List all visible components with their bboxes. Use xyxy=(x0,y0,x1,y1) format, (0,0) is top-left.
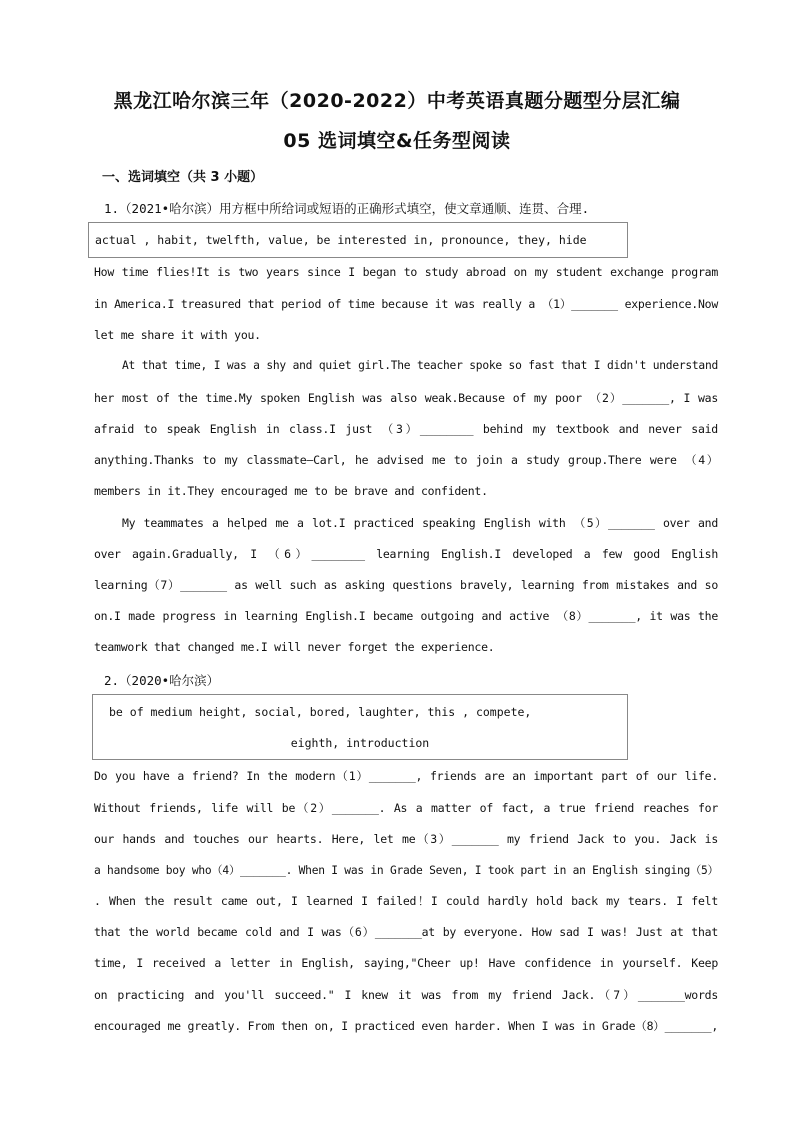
passage-line: in America.I treasured that period of time because it was really a （1）_______ experience.Now xyxy=(94,297,718,311)
question-2-heading: 2.（2020•哈尔滨） xyxy=(104,673,220,688)
passage-line: on practicing and you'll succeed." I knew it was from my friend Jack.（7）_______words xyxy=(94,988,718,1002)
section-heading: 一、选词填空（共 3 小题） xyxy=(102,170,264,185)
passage-line: teamwork that changed me.I will never forget the experience. xyxy=(94,640,495,654)
passage-line: learning（7）_______ as well such as asking questions bravely, learning from mistakes and so xyxy=(94,578,718,592)
document-title: 黑龙江哈尔滨三年（2020-2022）中考英语真题分题型分层汇编 xyxy=(113,90,681,112)
question-1-word-box xyxy=(88,222,628,258)
passage-line: time, I received a letter in English, saying,"Cheer up! Have confidence in yourself. Keep xyxy=(94,956,718,970)
passage-line: How time flies!It is two years since I began to study abroad on my student exchange program xyxy=(94,265,718,279)
passage-line: encouraged me greatly. From then on, I practiced even harder. When I was in Grade（8）_______, xyxy=(94,1019,718,1033)
passage-line: our hands and touches our hearts. Here, let me（3）_______ my friend Jack to you. Jack is xyxy=(94,832,718,846)
passage-line: over again.Gradually, I （6）________ learning English.I developed a few good English xyxy=(94,547,718,561)
passage-line: on.I made progress in learning English.I became outgoing and active （8）_______, it was the xyxy=(94,609,718,623)
passage-line: a handsome boy who（4）_______. When I was in Grade Seven, I took part in an English singing（5） xyxy=(94,864,719,877)
question-2-word-box xyxy=(92,694,628,760)
passage-line: afraid to speak English in class.I just （3）________ behind my textbook and never said xyxy=(94,422,718,436)
question-1-word-list: actual , habit, twelfth, value, be interested in, pronounce, they, hide xyxy=(95,233,587,247)
passage-line: . When the result came out, I learned I failed！I could hardly hold back my tears. I felt xyxy=(94,894,718,908)
question-1-heading: 1.（2021•哈尔滨）用方框中所给词或短语的正确形式填空，使文章通顺、连贯、合理. xyxy=(104,201,590,216)
passage-line: anything.Thanks to my classmate—Carl, he advised me to join a study group.There were （4） xyxy=(94,453,718,467)
document-subtitle: 05 选词填空&任务型阅读 xyxy=(283,130,511,152)
question-2-word-list-line-1: be of medium height, social, bored, laughter, this , compete, xyxy=(109,705,532,719)
passage-line: Do you have a friend? In the modern（1）_______, friends are an important part of our life. xyxy=(94,769,718,783)
passage-line: At that time, I was a shy and quiet girl.The teacher spoke so fast that I didn't understand xyxy=(122,359,718,372)
passage-line: let me share it with you. xyxy=(94,328,261,342)
question-2-word-list-line-2: eighth, introduction xyxy=(290,736,430,750)
passage-line: My teammates a helped me a lot.I practiced speaking English with （5）_______ over and xyxy=(122,516,718,530)
passage-line: members in it.They encouraged me to be brave and confident. xyxy=(94,484,488,498)
passage-line: her most of the time.My spoken English was also weak.Because of my poor （2）_______, I was xyxy=(94,391,718,405)
passage-line: Without friends, life will be（2）_______. As a matter of fact, a true friend reaches for xyxy=(94,801,718,815)
passage-line: that the world became cold and I was（6）_______at by everyone. How sad I was! Just at that xyxy=(94,925,718,939)
